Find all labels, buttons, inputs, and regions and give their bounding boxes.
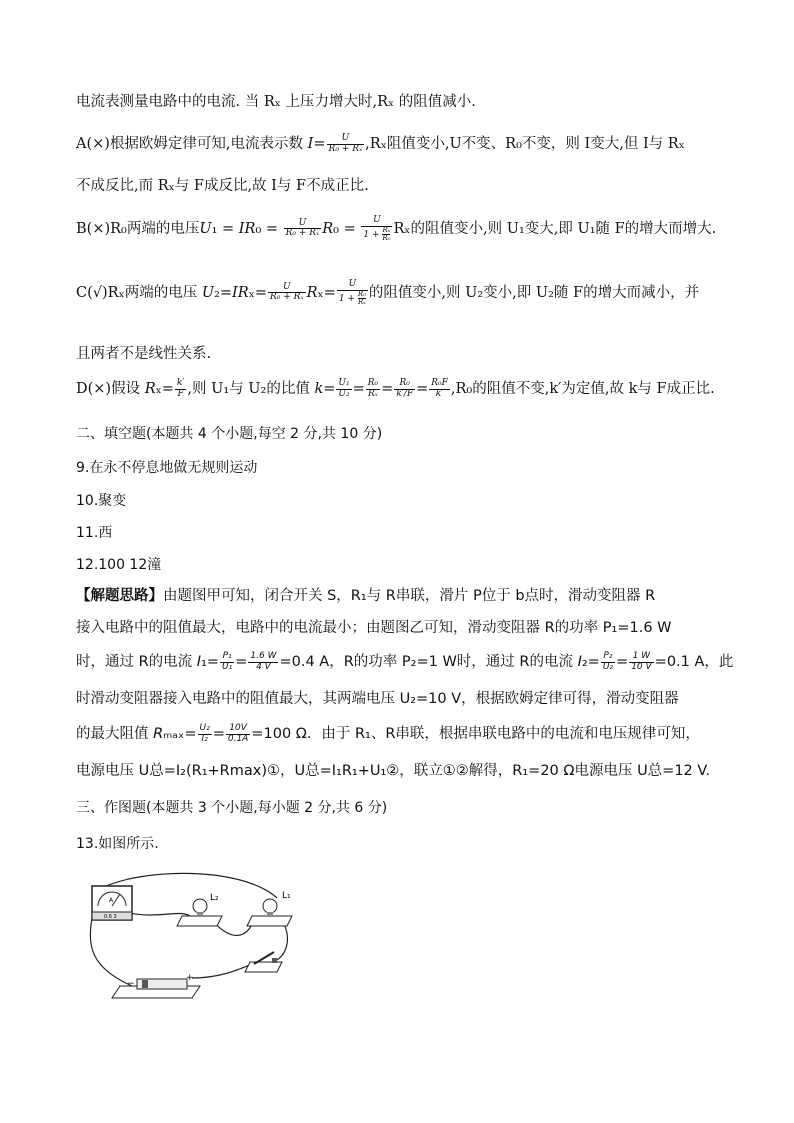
battery-minus-label: − <box>127 979 135 989</box>
circuit-diagram <box>82 868 302 1016</box>
lamp-l1-icon <box>247 899 292 926</box>
battery-plus-label: + <box>186 973 194 983</box>
solution-line-2: 接入电路中的阻值最大，电路中的电流最小；由题图乙可知，滑动变阻器 R的功率 P₁=1.6 W <box>76 620 672 636</box>
switch-icon <box>245 952 282 972</box>
answer-12: 12.100 12潼 <box>76 557 162 573</box>
solution-line-4: 时滑动变阻器接入电路中的阻值最大，其两端电压 U₂=10 V，根据欧姆定律可得，滑动变阻器 <box>76 691 679 707</box>
lamp-l2-icon <box>177 899 222 926</box>
lamp-l1-label: L₁ <box>282 891 291 901</box>
section-fill-blank-heading: 二、填空题(本题共 4 个小题,每空 2 分,共 10 分) <box>76 426 383 442</box>
meter-label: A <box>109 897 114 904</box>
text-line-4: B(×)R₀两端的电压U₁ = IR₀ = $\frac{U}{\text{R₀ + Rₓ}}$ R₀ = U 1 + $\frac{\text{Rₓ}}{\text{R₀}}$ Rₓ的阻值变小,则 U₁变大,即 U₁随 F的增大而增大. <box>76 215 717 242</box>
solution-line-6: 电源电压 U总=I₂(R₁+Rmax)①，U总=I₁R₁+U₁②，联立①②解得，R₁=20 Ω电源电压 U总=12 V. <box>76 763 711 779</box>
answer-13: 13.如图所示. <box>76 836 159 852</box>
text-line-3: 不成反比,而 Rₓ与 F成反比,故 I与 F不成正比. <box>76 178 369 194</box>
text-line-2: A(×)根据欧姆定律可知,电流表示数 I= $\frac{U}{\text{R₀ + Rₓ}}$ ,Rₓ阻值变小,U不变、R₀不变，则 I变大,但 I与 Rₓ <box>76 132 685 154</box>
solution-line-5: 的最大阻值 Rₘₐₓ= $\frac{\text{U₂}}{\text{I₂}}$ = $\frac{10V}{0.1A}$ =100 Ω．由于 R₁、R串联，根据串联电路中的电流和电压规律可知， <box>76 722 700 744</box>
section-drawing-heading: 三、作图题(本题共 3 个小题,每小题 2 分,共 6 分) <box>76 800 388 816</box>
text-line-1: 电流表测量电路中的电流. 当 Rₓ 上压力增大时,Rₓ 的阻值减小. <box>76 94 476 110</box>
text-line-7: D(×)假设 Rₓ= $\frac{k'}{F}$ ,则 U₁与 U₂的比值 k= $\frac{\text{U₁}}{\text{U₂}}$ = $\frac{\text{R₀}}{\text{Rₓ}}$ = $\frac{\text{R₀}}{k'/F}$ = $\frac{\text{R₀F}}{k'}$ ,R₀的阻值不变,k′为定值,故 k与 F成正比. <box>76 377 715 399</box>
meter-scale: 0.6 3 <box>104 914 117 920</box>
answer-10: 10.聚变 <box>76 493 127 509</box>
solution-line-1: 【解题思路】由题图甲可知，闭合开关 S，R₁与 R串联，滑片 P位于 b点时，滑动变阻器 R <box>76 588 656 604</box>
answer-11: 11.西 <box>76 525 113 541</box>
text-line-6: 且两者不是线性关系. <box>76 346 212 362</box>
lamp-l2-label: L₂ <box>210 893 219 903</box>
solution-line-3: 时，通过 R的电流 I₁= $\frac{\text{P₁}}{\text{U₁}}$ = $\frac{1.6 W}{4 V}$ =0.4 A，R的功率 P₂=1 W时，通过 R的电流 I₂= $\frac{\text{P₂}}{\text{U₂}}$ = $\frac{1 W}{10 V}$ =0.1 A，此 <box>76 650 734 672</box>
answer-9: 9.在永不停息地做无规则运动 <box>76 460 258 476</box>
text-line-5: C(√)Rₓ两端的电压 U₂=IRₓ= $\frac{U}{\text{R₀ + Rₓ}}$ Rₓ= U 1 + $\frac{\text{R₀}}{\text{Rₓ}}$ 的阻值变小,则 U₂变小,即 U₂随 F的增大而减小，并 <box>76 279 700 306</box>
